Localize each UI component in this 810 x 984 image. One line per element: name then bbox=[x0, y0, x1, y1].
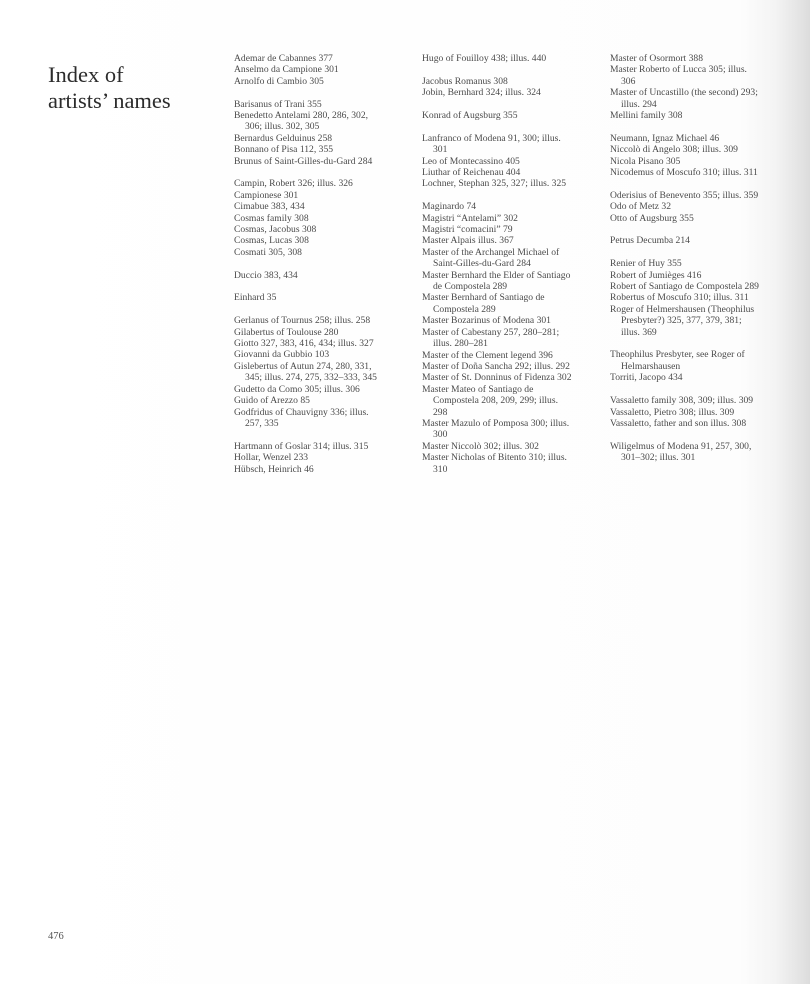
entry-line: Cosmas family 308 bbox=[234, 212, 309, 224]
index-entry bbox=[234, 452, 414, 463]
entry-line: Master of the Archangel Michael of bbox=[422, 246, 560, 258]
entry-continuation-line: Compostela 289 bbox=[433, 303, 496, 315]
index-entry bbox=[422, 384, 602, 418]
entry-line: Lanfranco of Modena 91, 300; illus. bbox=[422, 132, 561, 144]
entry-line: Theophilus Presbyter, see Roger of bbox=[610, 349, 745, 361]
index-entry bbox=[422, 452, 602, 475]
entry-line: Campionese 301 bbox=[234, 189, 299, 201]
index-entry bbox=[234, 133, 414, 144]
entry-line: Oderisius of Benevento 355; illus. 359 bbox=[610, 189, 759, 201]
index-entry bbox=[234, 292, 414, 303]
letter-group bbox=[610, 53, 780, 121]
entry-line: Brunus of Saint-Gilles-du-Gard 284 bbox=[234, 155, 373, 167]
entry-line: Master Nicholas of Bitento 310; illus. bbox=[422, 452, 567, 464]
entry-line: Gislebertus of Autun 274, 280, 331, bbox=[234, 360, 372, 372]
entry-line: Master of St. Donninus of Fidenza 302 bbox=[422, 372, 572, 384]
entry-line: Master of Cabestany 257, 280–281; bbox=[422, 326, 560, 338]
index-entry bbox=[234, 178, 414, 189]
entry-continuation-line: 306; illus. 302, 305 bbox=[245, 121, 320, 133]
index-entry bbox=[234, 327, 414, 338]
entry-line: Master Bernhard the Elder of Santiago bbox=[422, 269, 571, 281]
entry-line: Arnolfo di Cambio 305 bbox=[234, 75, 324, 87]
entry-continuation-line: 310 bbox=[433, 463, 448, 475]
index-entry bbox=[422, 156, 602, 167]
index-entry bbox=[610, 235, 780, 246]
index-entry bbox=[234, 395, 414, 406]
entry-line: Petrus Decumba 214 bbox=[610, 235, 690, 247]
entry-line: Duccio 383, 434 bbox=[234, 269, 298, 281]
entry-line: Anselmo da Campione 301 bbox=[234, 64, 339, 76]
index-entry bbox=[234, 235, 414, 246]
index-entry bbox=[610, 281, 780, 292]
index-entry bbox=[610, 156, 780, 167]
index-column-1 bbox=[234, 53, 414, 475]
entry-line: Robert of Santiago de Compostela 289 bbox=[610, 281, 759, 293]
index-entry bbox=[610, 110, 780, 121]
index-entry bbox=[610, 213, 780, 224]
index-entry bbox=[610, 144, 780, 155]
entry-line: Magistri “Antelami” 302 bbox=[422, 212, 518, 224]
entry-line: Giotto 327, 383, 416, 434; illus. 327 bbox=[234, 338, 374, 350]
index-entry bbox=[234, 201, 414, 212]
index-entry bbox=[422, 53, 602, 64]
entry-continuation-line: 298 bbox=[433, 406, 448, 418]
entry-continuation-line: 345; illus. 274, 275, 332–333, 345 bbox=[245, 372, 377, 384]
index-entry bbox=[422, 201, 602, 212]
entry-continuation-line: 301–302; illus. 301 bbox=[621, 452, 696, 464]
entry-line: Hübsch, Heinrich 46 bbox=[234, 463, 314, 475]
entry-line: Guido of Arezzo 85 bbox=[234, 395, 310, 407]
index-entry bbox=[610, 201, 780, 212]
entry-line: Cosmati 305, 308 bbox=[234, 246, 302, 258]
entry-line: Master Bernhard of Santiago de bbox=[422, 292, 545, 304]
index-entry bbox=[422, 167, 602, 178]
index-entry bbox=[610, 372, 780, 383]
index-entry bbox=[610, 270, 780, 281]
index-entry bbox=[422, 224, 602, 235]
entry-line: Magistri “comacini” 79 bbox=[422, 224, 513, 236]
index-entry bbox=[422, 441, 602, 452]
entry-line: Odo of Metz 32 bbox=[610, 201, 672, 213]
entry-line: Jobin, Bernhard 324; illus. 324 bbox=[422, 87, 541, 99]
index-entry bbox=[610, 292, 780, 303]
letter-group bbox=[610, 235, 780, 246]
entry-line: Gerlanus of Tournus 258; illus. 258 bbox=[234, 315, 371, 327]
entry-line: Nicodemus of Moscufo 310; illus. 311 bbox=[610, 167, 758, 179]
index-entry bbox=[610, 190, 780, 201]
entry-line: Gilabertus of Toulouse 280 bbox=[234, 326, 339, 338]
entry-line: Vassaletto, father and son illus. 308 bbox=[610, 417, 747, 429]
entry-line: Master of the Clement legend 396 bbox=[422, 349, 553, 361]
index-entry bbox=[422, 315, 602, 326]
letter-group bbox=[234, 99, 414, 167]
entry-line: Master Niccolò 302; illus. 302 bbox=[422, 440, 539, 452]
letter-group bbox=[234, 315, 414, 429]
entry-continuation-line: 306 bbox=[621, 75, 636, 87]
index-entry bbox=[234, 464, 414, 475]
entry-continuation-line: Presbyter?) 325, 377, 379, 381; bbox=[621, 315, 742, 327]
page-title bbox=[48, 62, 171, 114]
index-entry bbox=[234, 110, 414, 133]
index-entry bbox=[234, 99, 414, 110]
entry-line: Lochner, Stephan 325, 327; illus. 325 bbox=[422, 178, 567, 190]
letter-group bbox=[610, 190, 780, 224]
entry-line: Gudetto da Como 305; illus. 306 bbox=[234, 383, 360, 395]
title-line: artists’ names bbox=[48, 88, 171, 114]
entry-line: Maginardo 74 bbox=[422, 201, 477, 213]
entry-continuation-line: Compostela 208, 209, 299; illus. bbox=[433, 395, 558, 407]
index-entry bbox=[610, 441, 780, 464]
entry-line: Robert of Jumièges 416 bbox=[610, 269, 702, 281]
entry-line: Neumann, Ignaz Michael 46 bbox=[610, 132, 720, 144]
index-entry bbox=[422, 418, 602, 441]
entry-line: Einhard 35 bbox=[234, 292, 277, 304]
entry-line: Ademar de Cabannes 377 bbox=[234, 53, 333, 64]
index-entry bbox=[610, 395, 780, 406]
index-entry bbox=[610, 64, 780, 87]
entry-line: Campin, Robert 326; illus. 326 bbox=[234, 178, 353, 190]
entry-continuation-line: illus. 294 bbox=[621, 98, 657, 110]
index-entry bbox=[234, 407, 414, 430]
index-entry bbox=[234, 247, 414, 258]
entry-line: Liuthar of Reichenau 404 bbox=[422, 167, 521, 179]
entry-continuation-line: 300 bbox=[433, 429, 448, 441]
index-entry bbox=[610, 407, 780, 418]
entry-continuation-line: illus. 280–281 bbox=[433, 338, 488, 350]
entry-continuation-line: Saint-Gilles-du-Gard 284 bbox=[433, 258, 531, 270]
index-entry bbox=[422, 178, 602, 189]
entry-line: Bonnano of Pisa 112, 355 bbox=[234, 144, 334, 156]
title-line: Index of bbox=[48, 62, 124, 88]
entry-line: Robertus of Moscufo 310; illus. 311 bbox=[610, 292, 749, 304]
index-entry bbox=[234, 53, 414, 64]
index-entry bbox=[234, 224, 414, 235]
index-entry bbox=[234, 338, 414, 349]
entry-line: Renier of Huy 355 bbox=[610, 258, 682, 270]
index-entry bbox=[234, 361, 414, 384]
letter-group bbox=[610, 441, 780, 464]
letter-group bbox=[234, 53, 414, 87]
index-entry bbox=[234, 213, 414, 224]
entry-continuation-line: Helmarshausen bbox=[621, 360, 681, 372]
entry-line: Godfridus of Chauvigny 336; illus. bbox=[234, 406, 369, 418]
entry-line: Benedetto Antelami 280, 286, 302, bbox=[234, 110, 369, 122]
index-column-3 bbox=[610, 53, 780, 464]
index-entry bbox=[234, 64, 414, 75]
entry-line: Jacobus Romanus 308 bbox=[422, 75, 508, 87]
index-column-2 bbox=[422, 53, 602, 475]
letter-group bbox=[234, 270, 414, 281]
index-entry bbox=[610, 167, 780, 178]
index-entry bbox=[610, 304, 780, 338]
index-entry bbox=[610, 349, 780, 372]
entry-line: Mellini family 308 bbox=[610, 110, 683, 122]
index-entry bbox=[610, 87, 780, 110]
entry-line: Master Bozarinus of Modena 301 bbox=[422, 315, 551, 327]
index-entry bbox=[234, 76, 414, 87]
index-entry bbox=[234, 349, 414, 360]
index-entry bbox=[422, 110, 602, 121]
index-entry bbox=[234, 441, 414, 452]
index-entry bbox=[234, 384, 414, 395]
index-entry bbox=[422, 372, 602, 383]
letter-group bbox=[610, 395, 780, 429]
entry-line: Vassaletto, Pietro 308; illus. 309 bbox=[610, 406, 735, 418]
index-entry bbox=[234, 270, 414, 281]
entry-line: Master Mateo of Santiago de bbox=[422, 383, 534, 395]
entry-line: Master of Doña Sancha 292; illus. 292 bbox=[422, 360, 570, 372]
entry-line: Hollar, Wenzel 233 bbox=[234, 452, 309, 464]
letter-group bbox=[422, 110, 602, 121]
index-entry bbox=[610, 258, 780, 269]
index-entry bbox=[610, 418, 780, 429]
index-entry bbox=[422, 292, 602, 315]
entry-line: Otto of Augsburg 355 bbox=[610, 212, 694, 224]
index-entry bbox=[234, 190, 414, 201]
entry-line: Leo of Montecassino 405 bbox=[422, 155, 520, 167]
entry-line: Master Roberto of Lucca 305; illus. bbox=[610, 64, 747, 76]
page-number: 476 bbox=[48, 931, 64, 942]
letter-group bbox=[234, 292, 414, 303]
letter-group bbox=[610, 258, 780, 338]
entry-continuation-line: illus. 369 bbox=[621, 326, 657, 338]
entry-line: Master of Osormort 388 bbox=[610, 53, 703, 64]
index-entry bbox=[610, 53, 780, 64]
entry-line: Master Alpais illus. 367 bbox=[422, 235, 514, 247]
entry-line: Hartmann of Goslar 314; illus. 315 bbox=[234, 440, 369, 452]
index-entry bbox=[422, 327, 602, 350]
index-entry bbox=[422, 350, 602, 361]
entry-line: Roger of Helmershausen (Theophilus bbox=[610, 303, 755, 315]
entry-line: Niccolò di Angelo 308; illus. 309 bbox=[610, 144, 738, 156]
entry-line: Nicola Pisano 305 bbox=[610, 155, 681, 167]
entry-line: Konrad of Augsburg 355 bbox=[422, 110, 518, 121]
entry-line: Cimabue 383, 434 bbox=[234, 201, 305, 213]
entry-line: Giovanni da Gubbio 103 bbox=[234, 349, 330, 361]
entry-line: Wiligelmus of Modena 91, 257, 300, bbox=[610, 440, 752, 452]
letter-group bbox=[234, 441, 414, 475]
entry-line: Master of Uncastillo (the second) 293; bbox=[610, 87, 758, 99]
entry-continuation-line: 301 bbox=[433, 144, 448, 156]
index-entry bbox=[234, 144, 414, 155]
index-entry bbox=[422, 270, 602, 293]
letter-group bbox=[610, 349, 780, 383]
index-entry bbox=[610, 133, 780, 144]
index-entry bbox=[422, 76, 602, 87]
entry-line: Master Mazulo of Pomposa 300; illus. bbox=[422, 417, 570, 429]
entry-line: Hugo of Fouilloy 438; illus. 440 bbox=[422, 53, 547, 64]
entry-line: Bernardus Gelduinus 258 bbox=[234, 132, 333, 144]
index-entry bbox=[422, 133, 602, 156]
entry-continuation-line: de Compostela 289 bbox=[433, 281, 508, 293]
letter-group bbox=[610, 133, 780, 179]
letter-group bbox=[422, 76, 602, 99]
entry-line: Cosmas, Jacobus 308 bbox=[234, 224, 317, 236]
index-entry bbox=[422, 247, 602, 270]
entry-line: Torriti, Jacopo 434 bbox=[610, 372, 683, 384]
index-entry bbox=[422, 235, 602, 246]
entry-continuation-line: 257, 335 bbox=[245, 417, 279, 429]
index-entry bbox=[234, 315, 414, 326]
letter-group bbox=[234, 178, 414, 258]
letter-group bbox=[422, 201, 602, 475]
entry-line: Cosmas, Lucas 308 bbox=[234, 235, 309, 247]
index-entry bbox=[234, 156, 414, 167]
index-entry bbox=[422, 87, 602, 98]
index-entry bbox=[422, 361, 602, 372]
letter-group bbox=[422, 133, 602, 190]
entry-line: Barisanus of Trani 355 bbox=[234, 98, 322, 110]
letter-group bbox=[422, 53, 602, 64]
entry-line: Vassaletto family 308, 309; illus. 309 bbox=[610, 395, 754, 407]
index-entry bbox=[422, 213, 602, 224]
